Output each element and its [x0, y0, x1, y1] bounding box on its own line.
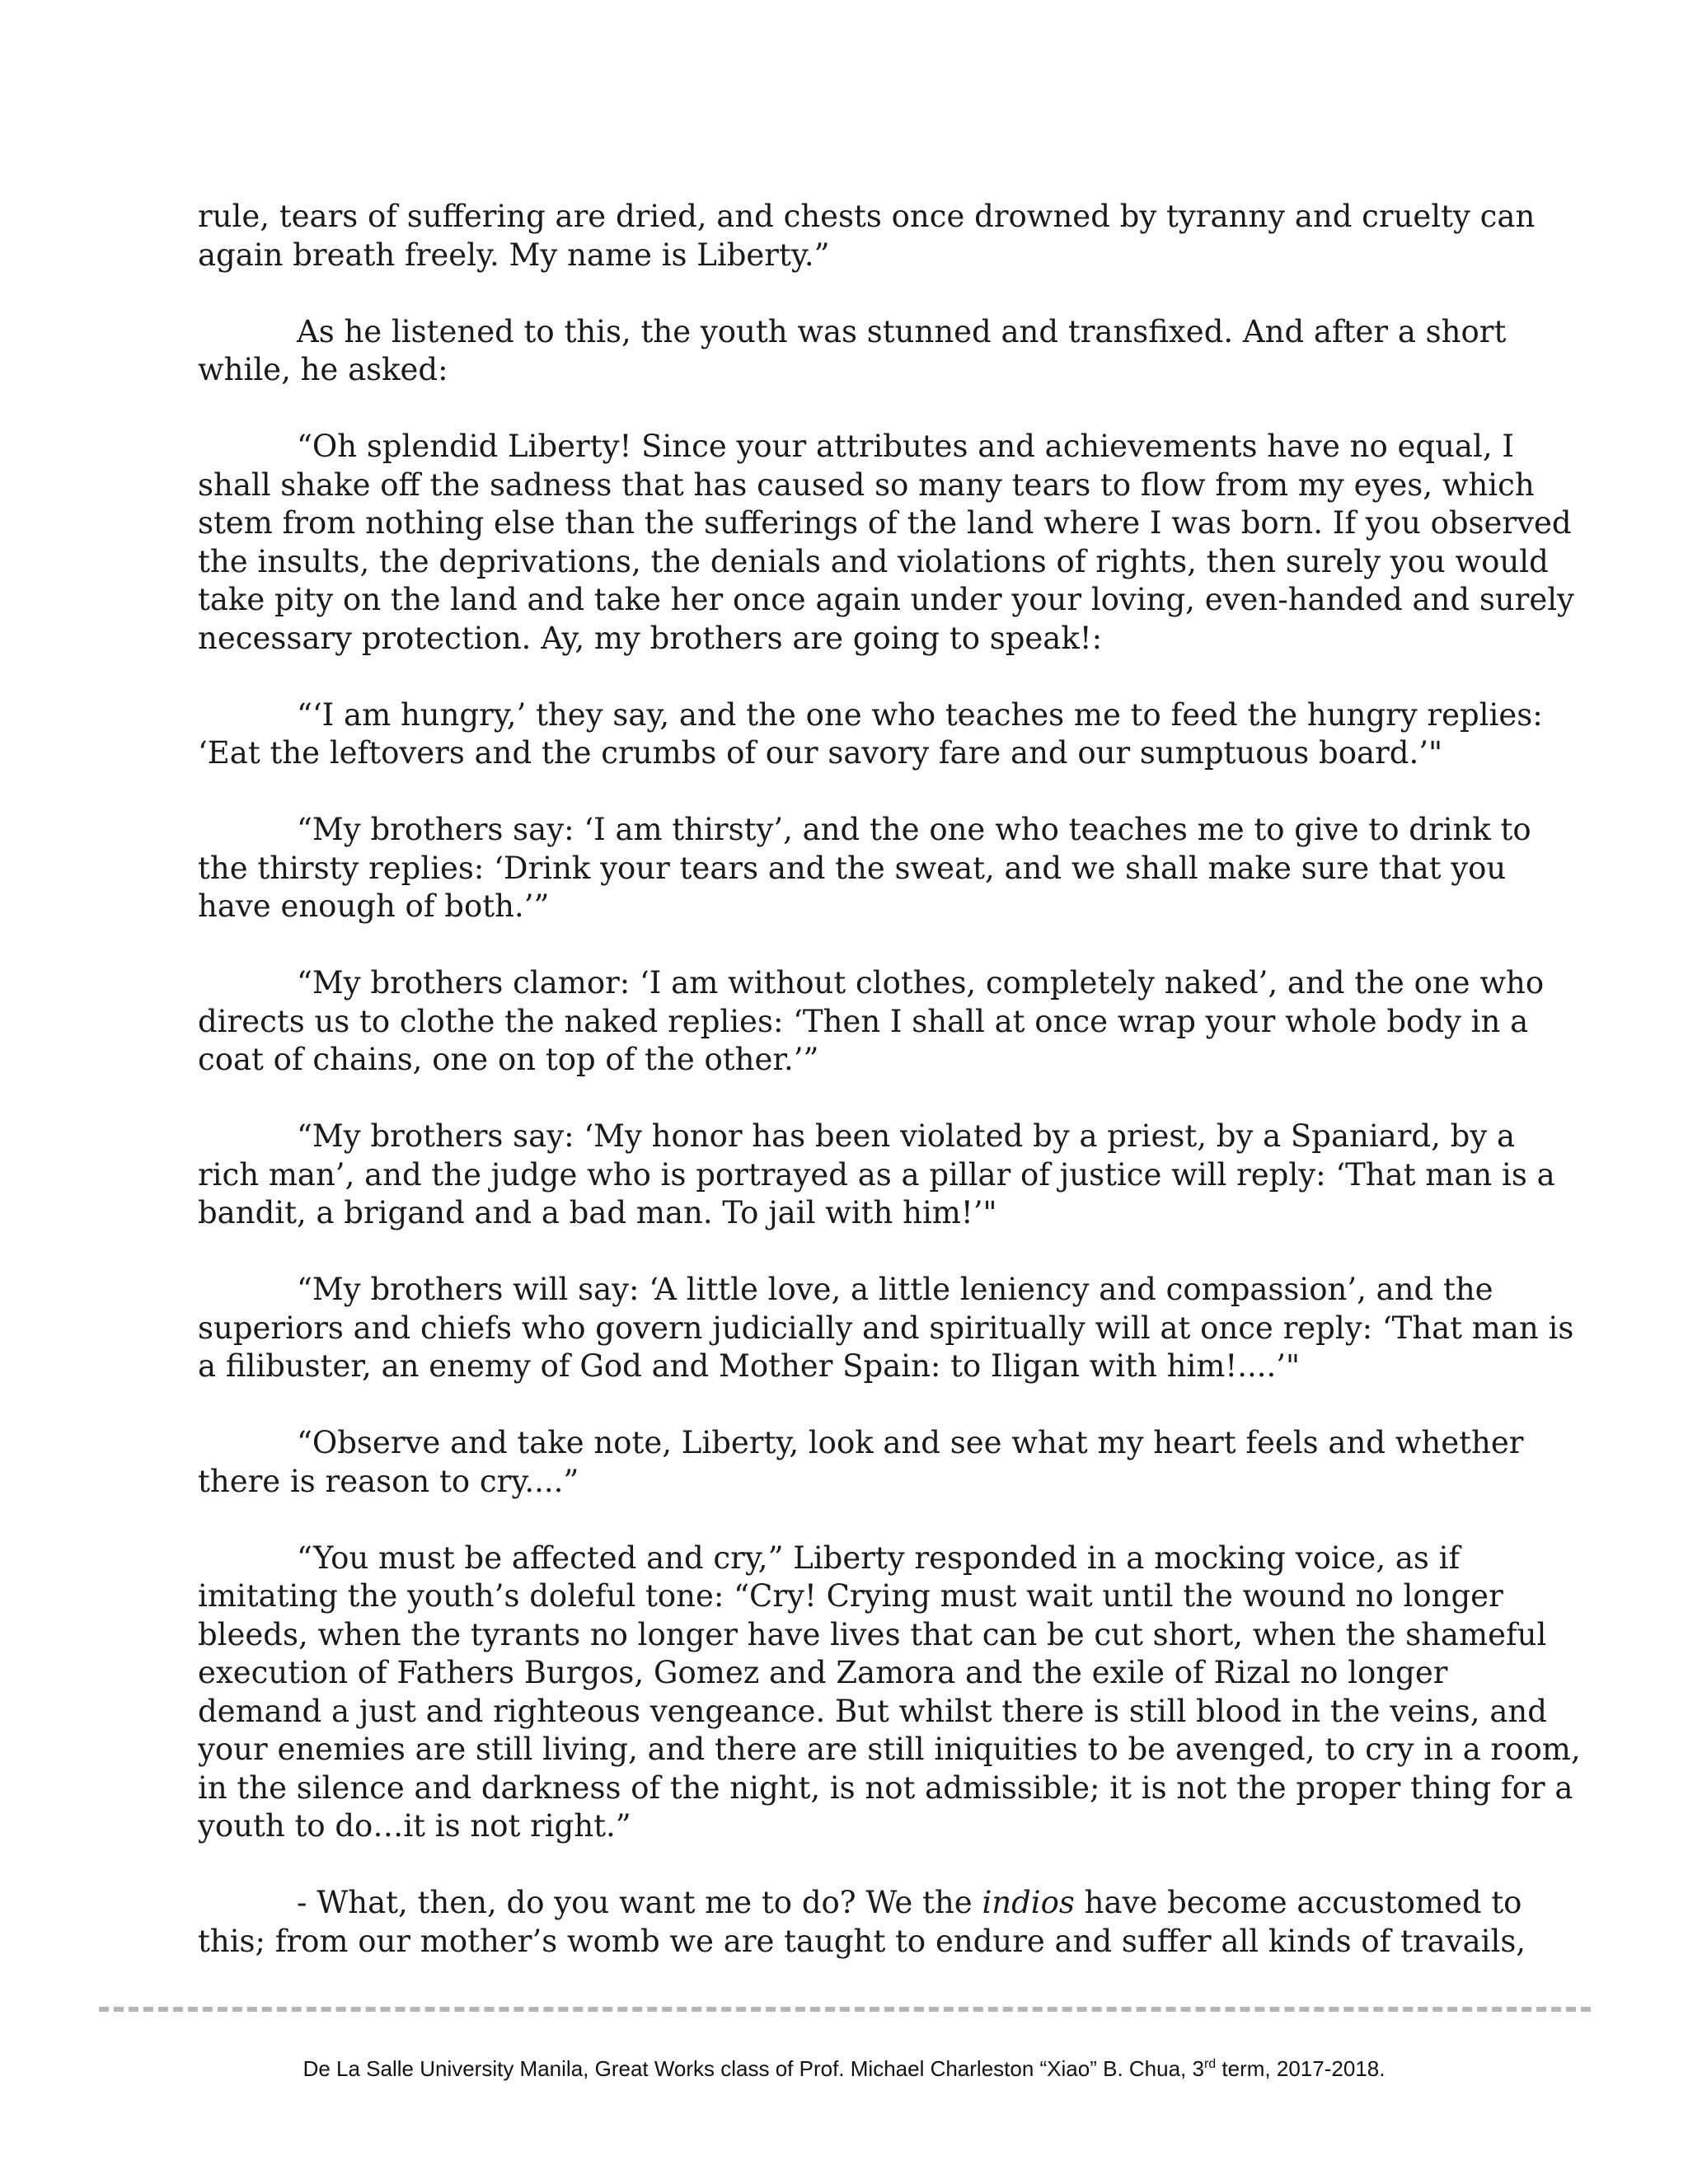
text-line: bleeds, when the tyrants no longer have lives that can be cut short, when the shameful: [198, 1616, 1547, 1652]
italic-term: indios: [982, 1885, 1075, 1920]
text-line: stem from nothing else than the sufferings of the land where I was born. If you observed: [198, 505, 1572, 541]
text-line: ‘Eat the leftovers and the crumbs of our savory fare and our sumptuous board.’": [198, 735, 1442, 771]
footer-superscript: rd: [1203, 2057, 1217, 2071]
text-segment: - What, then, do you want me to do? We the: [297, 1885, 982, 1920]
text-line: again breath freely. My name is Liberty.”: [198, 237, 830, 273]
text-line: directs us to clothe the naked replies: ‘Then I shall at once wrap your whole body in a: [198, 1003, 1529, 1039]
paragraph: [198, 1884, 1526, 1961]
paragraph: [198, 1271, 1574, 1386]
text-line: the thirsty replies: ‘Drink your tears and the sweat, and we shall make sure that you: [198, 850, 1507, 886]
text-line: in the silence and darkness of the night, is not admissible; it is not the proper thing for a: [198, 1769, 1573, 1806]
paragraph: [198, 964, 1545, 1080]
footer-text-end: term, 2017-2018.: [1216, 2056, 1386, 2081]
document-body: [198, 198, 1581, 1999]
paragraph: [198, 313, 1517, 390]
text-line: have enough of both.’”: [198, 888, 550, 924]
text-line: “Observe and take note, Liberty, look and see what my heart feels and whether: [297, 1425, 1524, 1460]
text-line: shall shake off the sadness that has caused so many tears to flow from my eyes, which: [198, 466, 1535, 503]
paragraph: [198, 696, 1543, 773]
text-line: necessary protection. Ay, my brothers are going to speak!:: [198, 620, 1103, 656]
text-line: superiors and chiefs who govern judicially and spiritually will at once reply: ‘That man is: [198, 1310, 1574, 1346]
paragraph: [198, 1424, 1524, 1501]
paragraph: [198, 1540, 1581, 1846]
text-segment: have become accustomed to: [1074, 1885, 1522, 1920]
footer-divider: [99, 2007, 1591, 2012]
paragraph: [198, 198, 1536, 274]
text-line: “My brothers say: ‘My honor has been violated by a priest, by a Spaniard, by a: [297, 1118, 1516, 1154]
text-line: while, he asked:: [198, 352, 448, 387]
text-line: “My brothers will say: ‘A little love, a little leniency and compassion’, and the: [297, 1272, 1493, 1307]
text-line: this; from our mother’s womb we are taught to endure and suffer all kinds of travails,: [198, 1923, 1526, 1959]
text-line: [198, 1884, 1522, 1923]
text-line: “My brothers clamor: ‘I am without clothes, completely naked’, and the one who: [297, 965, 1545, 1001]
text-line: coat of chains, one on top of the other.’”: [198, 1042, 819, 1077]
text-line: there is reason to cry....”: [198, 1463, 579, 1499]
text-line: a filibuster, an enemy of God and Mother Spain: to Iligan with him!....’": [198, 1348, 1301, 1384]
text-line: “You must be affected and cry,” Liberty responded in a mocking voice, as if: [297, 1540, 1461, 1576]
page-footer: [0, 2055, 1688, 2083]
paragraph: [198, 428, 1574, 658]
text-line: rule, tears of suffering are dried, and chests once drowned by tyranny and cruelty can: [198, 199, 1536, 234]
text-line: demand a just and righteous vengeance. But whilst there is still blood in the veins, and: [198, 1693, 1547, 1729]
text-line: take pity on the land and take her once again under your loving, even-handed and surely: [198, 582, 1574, 617]
text-line: rich man’, and the judge who is portrayed as a pillar of justice will reply: ‘That man is a: [198, 1156, 1555, 1193]
footer-text: De La Salle University Manila, Great Works class of Prof. Michael Charleston “Xiao” B. Chua, 3: [302, 2056, 1204, 2081]
text-line: imitating the youth’s doleful tone: “Cry! Crying must wait until the wound no longer: [198, 1578, 1503, 1614]
text-line: youth to do…it is not right.”: [198, 1808, 631, 1844]
text-line: your enemies are still living, and there are still iniquities to be avenged, to cry in a room,: [198, 1732, 1581, 1767]
text-line: As he listened to this, the youth was stunned and transfixed. And after a short: [297, 313, 1507, 349]
paragraph: [198, 1118, 1555, 1233]
text-line: the insults, the deprivations, the denials and violations of rights, then surely you would: [198, 543, 1549, 579]
text-line: “Oh splendid Liberty! Since your attributes and achievements have no equal, I: [297, 429, 1514, 464]
text-line: execution of Fathers Burgos, Gomez and Zamora and the exile of Rizal no longer: [198, 1655, 1448, 1690]
paragraph: [198, 811, 1531, 926]
text-line: “‘I am hungry,’ they say, and the one who teaches me to feed the hungry replies:: [297, 696, 1543, 733]
text-line: “My brothers say: ‘I am thirsty’, and the one who teaches me to give to drink to: [297, 812, 1531, 847]
text-line: bandit, a brigand and a bad man. To jail with him!’": [198, 1195, 997, 1230]
